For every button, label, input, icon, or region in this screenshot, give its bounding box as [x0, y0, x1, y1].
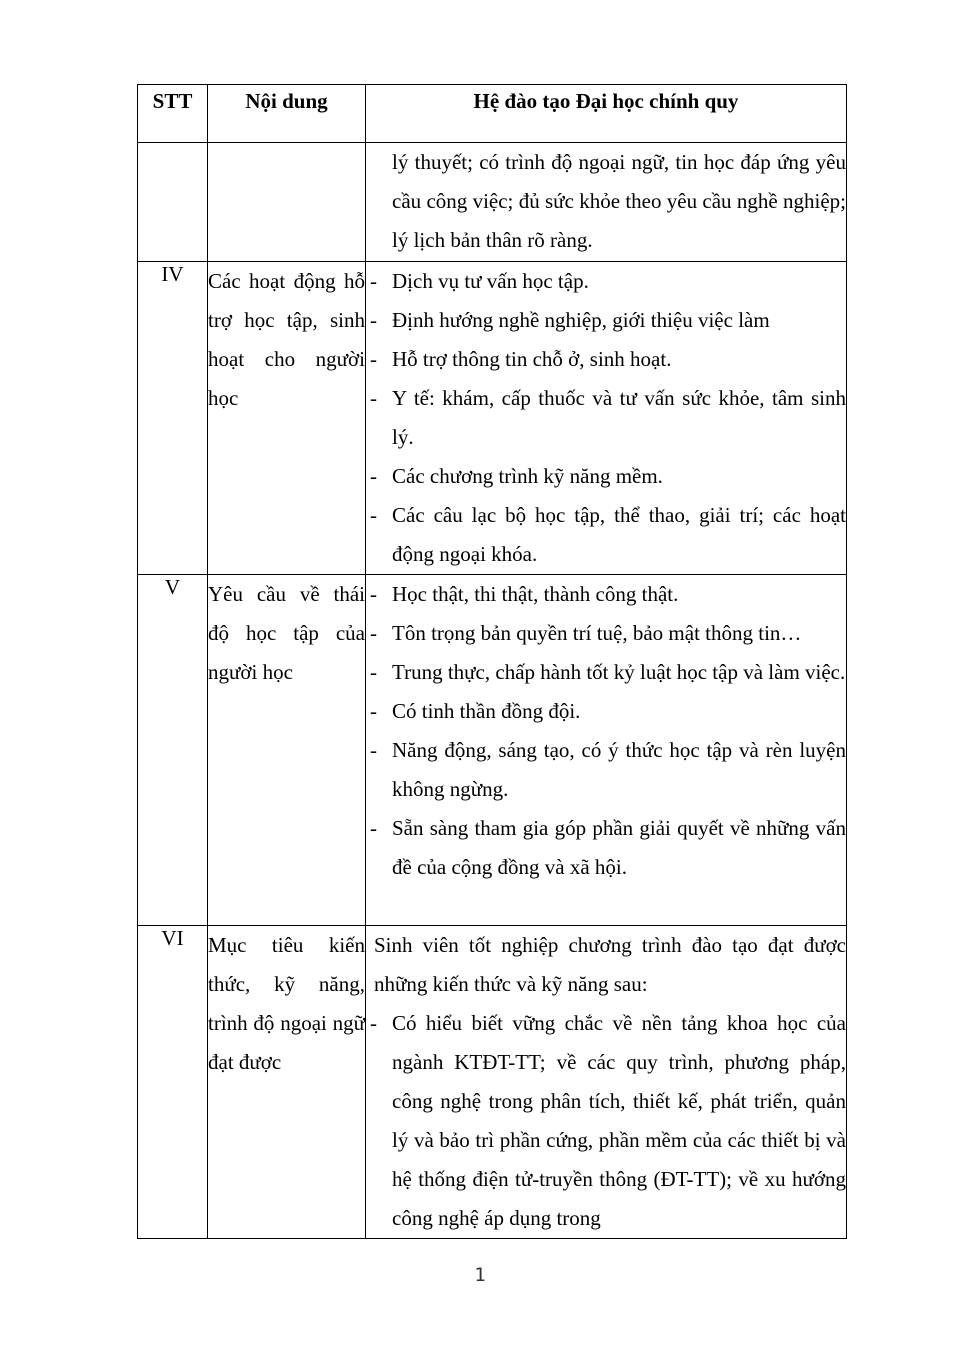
row-stt: V — [138, 575, 208, 926]
list-item: - Dịch vụ tư vấn học tập. — [366, 262, 846, 301]
list-item: - Các chương trình kỹ năng mềm. — [366, 457, 846, 496]
list-item: - Định hướng nghề nghiệp, giới thiệu việc làm — [366, 301, 846, 340]
list-item: - Tôn trọng bản quyền trí tuệ, bảo mật thông tin… — [366, 614, 846, 653]
row-content — [366, 143, 847, 262]
list-item: - Học thật, thi thật, thành công thật. — [366, 575, 846, 614]
row-noi-dung — [208, 143, 366, 262]
bullet-list — [366, 575, 846, 887]
row-stt: VI — [138, 926, 208, 1239]
header-he-dao-tao: Hệ đào tạo Đại học chính quy — [366, 85, 847, 143]
row-stt: IV — [138, 262, 208, 575]
list-item: - Y tế: khám, cấp thuốc và tư vấn sức khỏe, tâm sinh lý. — [366, 379, 846, 457]
bullet-list — [366, 262, 846, 574]
header-noi-dung: Nội dung — [208, 85, 366, 143]
intro-text: Sinh viên tốt nghiệp chương trình đào tạo đạt được những kiến thức và kỹ năng sau: — [374, 933, 846, 996]
table-row — [138, 926, 847, 1239]
list-item: - Trung thực, chấp hành tốt kỷ luật học tập và làm việc. — [366, 653, 846, 692]
list-item: - Có tinh thần đồng đội. — [366, 692, 846, 731]
list-item: - Các câu lạc bộ học tập, thể thao, giải trí; các hoạt động ngoại khóa. — [366, 496, 846, 574]
header-stt: STT — [138, 85, 208, 143]
table-row — [138, 262, 847, 575]
row-noi-dung: Mục tiêu kiến thức, kỹ năng, trình độ ngoại ngữ đạt được — [208, 926, 366, 1239]
table-header-row — [138, 85, 847, 143]
table-row — [138, 143, 847, 262]
list-item: - Hỗ trợ thông tin chỗ ở, sinh hoạt. — [366, 340, 846, 379]
page-number: 1 — [474, 1264, 486, 1286]
bullet-list — [366, 1004, 846, 1238]
list-item: - Sẵn sàng tham gia góp phần giải quyết về những vấn đề của cộng đồng và xã hội. — [366, 809, 846, 887]
program-table — [137, 84, 847, 1239]
row-stt — [138, 143, 208, 262]
row-noi-dung: Các hoạt động hỗ trợ học tập, sinh hoạt cho người học — [208, 262, 366, 575]
row-content — [366, 575, 847, 926]
list-item: - Năng động, sáng tạo, có ý thức học tập và rèn luyện không ngừng. — [366, 731, 846, 809]
row-noi-dung: Yêu cầu về thái độ học tập của người học — [208, 575, 366, 926]
table-row — [138, 575, 847, 926]
continued-text: lý thuyết; có trình độ ngoại ngữ, tin học đáp ứng yêu cầu công việc; đủ sức khỏe theo yêu cầu nghề nghiệp; lý lịch bản thân rõ ràng. — [392, 150, 846, 252]
row-content — [366, 926, 847, 1239]
list-item: - Có hiểu biết vững chắc về nền tảng khoa học của ngành KTĐT-TT; về các quy trình, phương pháp, công nghệ trong phân tích, thiết kế, phát triển, quản lý và bảo trì phần cứng, phần mềm của các thiết bị và hệ thống điện tử-truyền thông (ĐT-TT); về xu hướng công nghệ áp dụng trong — [366, 1004, 846, 1238]
row-content — [366, 262, 847, 575]
